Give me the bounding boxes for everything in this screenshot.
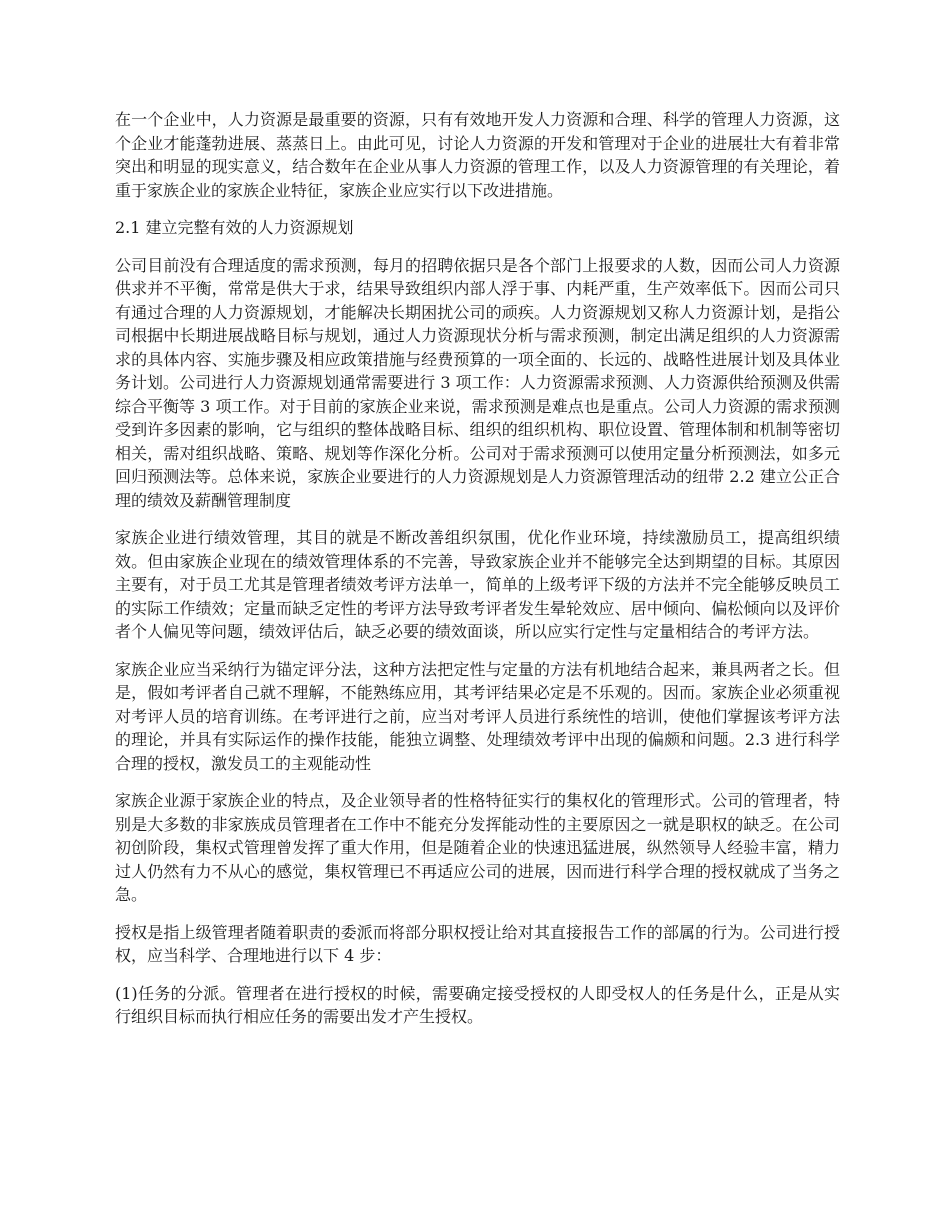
task-assignment-paragraph: (1)任务的分派。管理者在进行授权的时候，需要确定接受授权的人即受权人的任务是什么，正是从实行组织目标而执行相应任务的需要出发才产生授权。 <box>115 983 840 1026</box>
document-body <box>115 108 840 1043</box>
bars-method-paragraph: 家族企业应当采纳行为锚定评分法，这种方法把定性与定量的方法有机地结合起来，兼具两者之长。但是，假如考评者自己就不理解，不能熟练应用，其考评结果必定是不乐观的。因而。家族企业必须重视对考评人员的培育训练。在考评进行之前，应当对考评人员进行系统性的培训，使他们掌握该考评方法的理论，并具有实际运作的操作技能，能独立调整、处理绩效考评中出现的偏颇和问题。2.3 进行科学合理的授权，激发员工的主观能动性 <box>115 659 840 773</box>
centralization-paragraph: 家族企业源于家族企业的特点，及企业领导者的性格特征实行的集权化的管理形式。公司的管理者，特别是大多数的非家族成员管理者在工作中不能充分发挥能动性的主要原因之一就是职权的缺乏。在公司初创阶段，集权式管理曾发挥了重大作用，但是随着企业的快速迅猛进展，纵然领导人经验丰富，精力过人仍然有力不从心的感觉，集权管理已不再适应公司的进展，因而进行科学合理的授权就成了当务之急。 <box>115 791 840 904</box>
section-heading-2-1: 2.1 建立完整有效的人力资源规划 <box>115 218 354 237</box>
performance-management-paragraph: 家族企业进行绩效管理，其目的就是不断改善组织氛围，优化作业环境，持续激励员工，提高组织绩效。但由家族企业现在的绩效管理体系的不完善，导致家族企业并不能够完全达到期望的目标。其原因主要有，对于员工尤其是管理者绩效考评方法单一，简单的上级考评下级的方法并不完全能够反映员工的实际工作绩效；定量而缺乏定性的考评方法导致考评者发生晕轮效应、居中倾向、偏松倾向以及评价者个人偏见等问题，绩效评估后，缺乏必要的绩效面谈，所以应实行定性与定量相结合的考评方法。 <box>115 528 840 641</box>
hr-planning-paragraph: 公司目前没有合理适度的需求预测，每月的招聘依据只是各个部门上报要求的人数，因而公司人力资源供求并不平衡，常常是供大于求，结果导致组织内部人浮于事、内耗严重，生产效率低下。因而公司只有通过合理的人力资源规划，才能解决长期困扰公司的顽疾。人力资源规划又称人力资源计划，是指公司根据中长期进展战略目标与规划，通过人力资源现状分析与需求预测，制定出满足组织的人力资源需求的具体内容、实施步骤及相应政策措施与经费预算的一项全面的、长远的、战略性进展计划及具体业务计划。公司进行人力资源规划通常需要进行 3 项工作：人力资源需求预测、人力资源供给预测及供需综合平衡等 3 项工作。对于目前的家族企业来说，需求预测是难点也是重点。公司人力资源的需求预测受到许多因素的影响，它与组织的整体战略目标、组织的组织机构、职位设置、管理体制和机制等密切相关，需对组织战略、策略、规划等作深化分析。公司对于需求预测可以使用定量分析预测法，如多元回归预测法等。总体来说，家族企业要进行的人力资源规划是人力资源管理活动的纽带 2.2 建立公正合理的绩效及薪酬管理制度 <box>115 255 840 510</box>
intro-paragraph: 在一个企业中，人力资源是最重要的资源，只有有效地开发人力资源和合理、科学的管理人力资源，这个企业才能蓬勃进展、蒸蒸日上。由此可见，讨论人力资源的开发和管理对于企业的进展壮大有着非常突出和明显的现实意义，结合数年在企业从事人力资源的管理工作，以及人力资源管理的有关理论，着重于家族企业的家族企业特征，家族企业应实行以下改进措施。 <box>115 110 840 200</box>
authorization-definition-paragraph: 授权是指上级管理者随着职责的委派而将部分职权授让给对其直接报告工作的部属的行为。公司进行授权，应当科学、合理地进行以下 4 步： <box>115 922 840 965</box>
